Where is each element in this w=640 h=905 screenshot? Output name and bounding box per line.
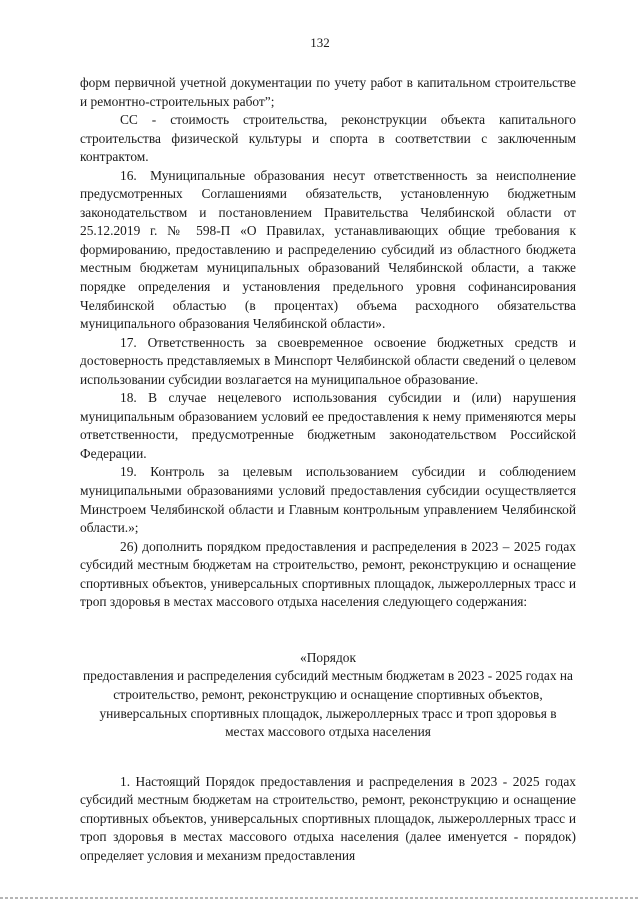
- paragraph-17: 17. Ответственность за своевременное освоение бюджетных средств и достоверность представляемых в Минспорт Челябинской области сведений о целевом использовании субсидии возлагается на муниципальное образование.: [80, 334, 576, 387]
- page-number: 132: [310, 35, 330, 50]
- paragraph-1: 1. Настоящий Порядок предоставления и распределения в 2023 - 2025 годах субсидий местным бюджетам на строительство, ремонт, реконструкцию и оснащение спортивных объектов, универсальных спортивных площадок, лыжероллерных трасс и троп здоровья в местах массового отдыха населения (далее именуется - порядок) определяет условия и механизм предоставления: [80, 773, 576, 863]
- paragraph-continuation: форм первичной учетной документации по учету работ в капитальном строительстве и ремонтно-строительных работ”;: [80, 75, 576, 109]
- order-title-subtitle: предоставления и распределения субсидий местным бюджетам в 2023 - 2025 годах на строительство, ремонт, реконструкцию и оснащение спортивных объектов, универсальных спортивных площадок, лыжероллерных трасс и троп здоровья в местах массового отдыха населения: [82, 668, 574, 740]
- scan-bottom-edge: [0, 897, 640, 899]
- document-body: [80, 74, 576, 865]
- paragraph-19: 19. Контроль за целевым использованием субсидии и соблюдением муниципальными образованиями условий предоставления субсидии осуществляется Минстроем Челябинской области и Главным контрольным управлением Челябинской области.»;: [80, 464, 576, 536]
- paragraph-18: 18. В случае нецелевого использования субсидии и (или) нарушения муниципальным образованием условий ее предоставления к нему применяются меры ответственности, предусмотренные бюджетным законодательством Российской Федерации.: [80, 390, 576, 461]
- paragraph-16: 16. Муниципальные образования несут ответственность за неисполнение предусмотренных Соглашениями обязательств, установленную бюджетным законодательством и постановлением Правительства Челябинской области от 25.12.2019 г. № 598-П «О Правилах, устанавливающих общие требования к формированию, предоставлению и распределению субсидий из областного бюджета местным бюджетам муниципальных образований Челябинской области, а также порядке определения и установления предельного уровня софинансирования Челябинской областью (в процентах) объема расходного обязательства муниципального образования Челябинской области».: [80, 167, 576, 332]
- paragraph-26: 26) дополнить порядком предоставления и распределения в 2023 – 2025 годах субсидий местным бюджетам на строительство, ремонт, реконструкцию и оснащение спортивных объектов, универсальных спортивных площадок, лыжероллерных трасс и троп здоровья в местах массового отдыха населения следующего содержания:: [80, 538, 576, 610]
- paragraph-cc-definition: СС - стоимость строительства, реконструкции объекта капитального строительства физической культуры и спорта в соответствии с заключенным контрактом.: [80, 112, 576, 165]
- order-title: [80, 649, 576, 742]
- order-title-heading: «Порядок: [300, 649, 356, 665]
